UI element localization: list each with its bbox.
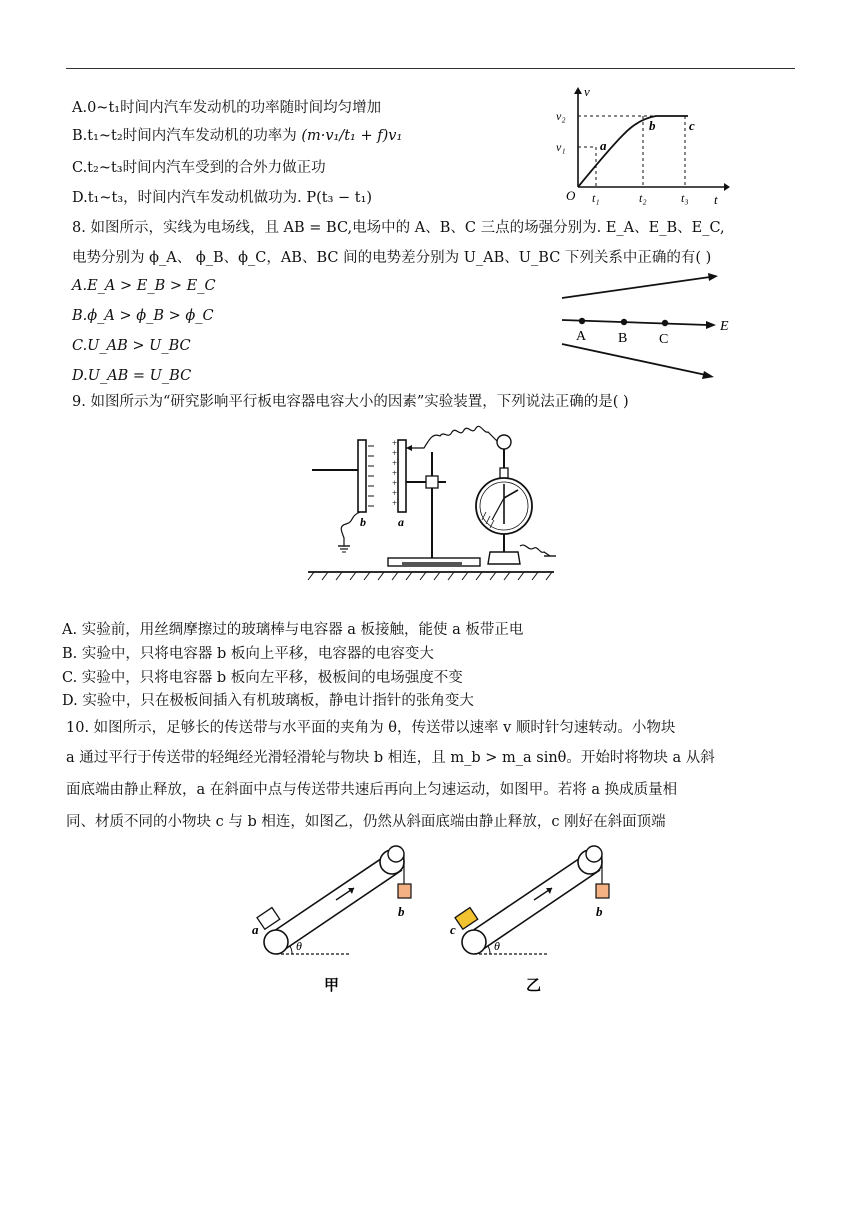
q8-field-lines-figure xyxy=(556,272,736,384)
q9-option-a: A. 实验前，用丝绸摩擦过的玻璃棒与电容器 a 板接触，能使 a 板带正电 xyxy=(62,622,524,638)
field-line-top xyxy=(562,277,710,298)
q10-stem-line3: 面底端由静止释放，a 在斜面中点与传送带共速后再向上匀速运动，如图甲。若将 a 换成质量相 xyxy=(66,782,678,798)
q7-option-d: D.t₁~t₃，时间内汽车发动机做功为. P(t₃ − t₁) xyxy=(72,190,373,206)
point-c-label: C xyxy=(659,332,669,347)
q10-figure-yi xyxy=(444,836,624,996)
graph-t3: t₃ xyxy=(681,191,689,205)
svg-text:+: + xyxy=(392,438,398,448)
svg-text:+: + xyxy=(392,478,398,488)
label-b: b xyxy=(398,904,405,919)
velocity-curve xyxy=(578,116,688,187)
field-e-label: E xyxy=(720,319,729,334)
q7-option-c: C.t₂~t₃时间内汽车受到的合外力做正功 xyxy=(72,160,326,176)
label-b: b xyxy=(596,904,603,919)
header-rule xyxy=(66,68,795,69)
q9-option-b: B. 实验中，只将电容器 b 板向上平移，电容器的电容变大 xyxy=(62,646,434,662)
q8-stem-line1: 8. 如图所示，实线为电场线，且 AB = BC,电场中的 A、B、C 三点的场强分别为. E_A、E_B、E_C, xyxy=(72,220,725,236)
q7-vt-graph xyxy=(548,86,730,208)
graph-v-label: v xyxy=(584,86,590,99)
point-a-dot xyxy=(579,318,585,324)
caption-jia: 甲 xyxy=(324,978,340,994)
q10-figure-jia xyxy=(246,836,426,996)
block-b xyxy=(398,884,411,898)
graph-point-a: a xyxy=(600,138,607,153)
label-theta: θ xyxy=(296,939,302,953)
q9-capacitor-apparatus-figure xyxy=(306,424,556,584)
plate-b xyxy=(358,440,366,512)
graph-t1: t₁ xyxy=(592,191,600,205)
graph-t2: t₂ xyxy=(639,191,647,205)
caption-yi: 乙 xyxy=(526,978,542,994)
field-line-bottom xyxy=(562,344,706,375)
point-a-label: A xyxy=(576,329,587,344)
point-b-label: B xyxy=(618,331,628,346)
label-a: a xyxy=(252,922,259,937)
graph-point-c: c xyxy=(689,118,695,133)
q9-option-c: C. 实验中，只将电容器 b 板向左平移，极板间的电场强度不变 xyxy=(62,670,463,686)
graph-t-label: t xyxy=(714,192,718,207)
graph-origin: O xyxy=(566,188,576,203)
q8-option-a: A.E_A > E_B > E_C xyxy=(72,278,216,294)
plate-a xyxy=(398,440,406,512)
q8-stem-line2: 电势分别为 ϕ_A、 ϕ_B、ϕ_C，AB、BC 间的电势差分别为 U_AB、U_BC 下列关系中正确的有( ) xyxy=(72,250,712,266)
point-b-dot xyxy=(621,319,627,325)
plate-b-label: b xyxy=(360,515,366,529)
svg-text:+: + xyxy=(392,448,398,458)
graph-v2: v₂ xyxy=(556,109,566,123)
q7-option-a: A.0~t₁时间内汽车发动机的功率随时间均匀增加 xyxy=(72,100,382,116)
q8-option-c: C.U_AB > U_BC xyxy=(72,338,191,354)
svg-text:+: + xyxy=(392,498,398,508)
q7-option-b-formula: (m·v₁/t₁ + f)v₁ xyxy=(301,128,403,144)
plate-a-label: a xyxy=(398,515,404,529)
q8-option-b: B.ϕ_A > ϕ_B > ϕ_C xyxy=(72,308,214,324)
q9-stem: 9. 如图所示为“研究影响平行板电容器电容大小的因素”实验装置，下列说法正确的是( ) xyxy=(72,394,629,410)
q10-stem-line1: 10. 如图所示，足够长的传送带与水平面的夹角为 θ，传送带以速率 v 顺时针匀速转动。小物块 xyxy=(66,720,676,736)
svg-text:+: + xyxy=(392,458,398,468)
q10-stem-line2: a 通过平行于传送带的轻绳经光滑轻滑轮与物块 b 相连，且 m_b > m_a sinθ。开始时将物块 a 从斜 xyxy=(66,750,715,766)
graph-point-b: b xyxy=(649,118,656,133)
block-c xyxy=(455,908,478,930)
svg-text:+: + xyxy=(392,468,398,478)
svg-text:+: + xyxy=(392,488,398,498)
q8-option-d: D.U_AB = U_BC xyxy=(72,368,192,384)
electroscope-knob xyxy=(497,435,511,449)
block-a xyxy=(257,908,280,930)
bottom-pulley xyxy=(462,930,486,954)
bottom-pulley xyxy=(264,930,288,954)
graph-v1: v₁ xyxy=(556,140,566,154)
block-b xyxy=(596,884,609,898)
point-c-dot xyxy=(662,320,668,326)
label-theta: θ xyxy=(494,939,500,953)
q7-option-b xyxy=(72,126,402,146)
q10-stem-line4: 同、材质不同的小物块 c 与 b 相连，如图乙，仍然从斜面底端由静止释放，c 刚好在斜面顶端 xyxy=(66,814,666,830)
label-c: c xyxy=(450,922,456,937)
q7-option-b-prefix: B.t₁~t₂时间内汽车发动机的功率为 xyxy=(72,128,297,144)
q9-option-d: D. 实验中，只在极板间插入有机玻璃板，静电计指针的张角变大 xyxy=(62,693,474,709)
